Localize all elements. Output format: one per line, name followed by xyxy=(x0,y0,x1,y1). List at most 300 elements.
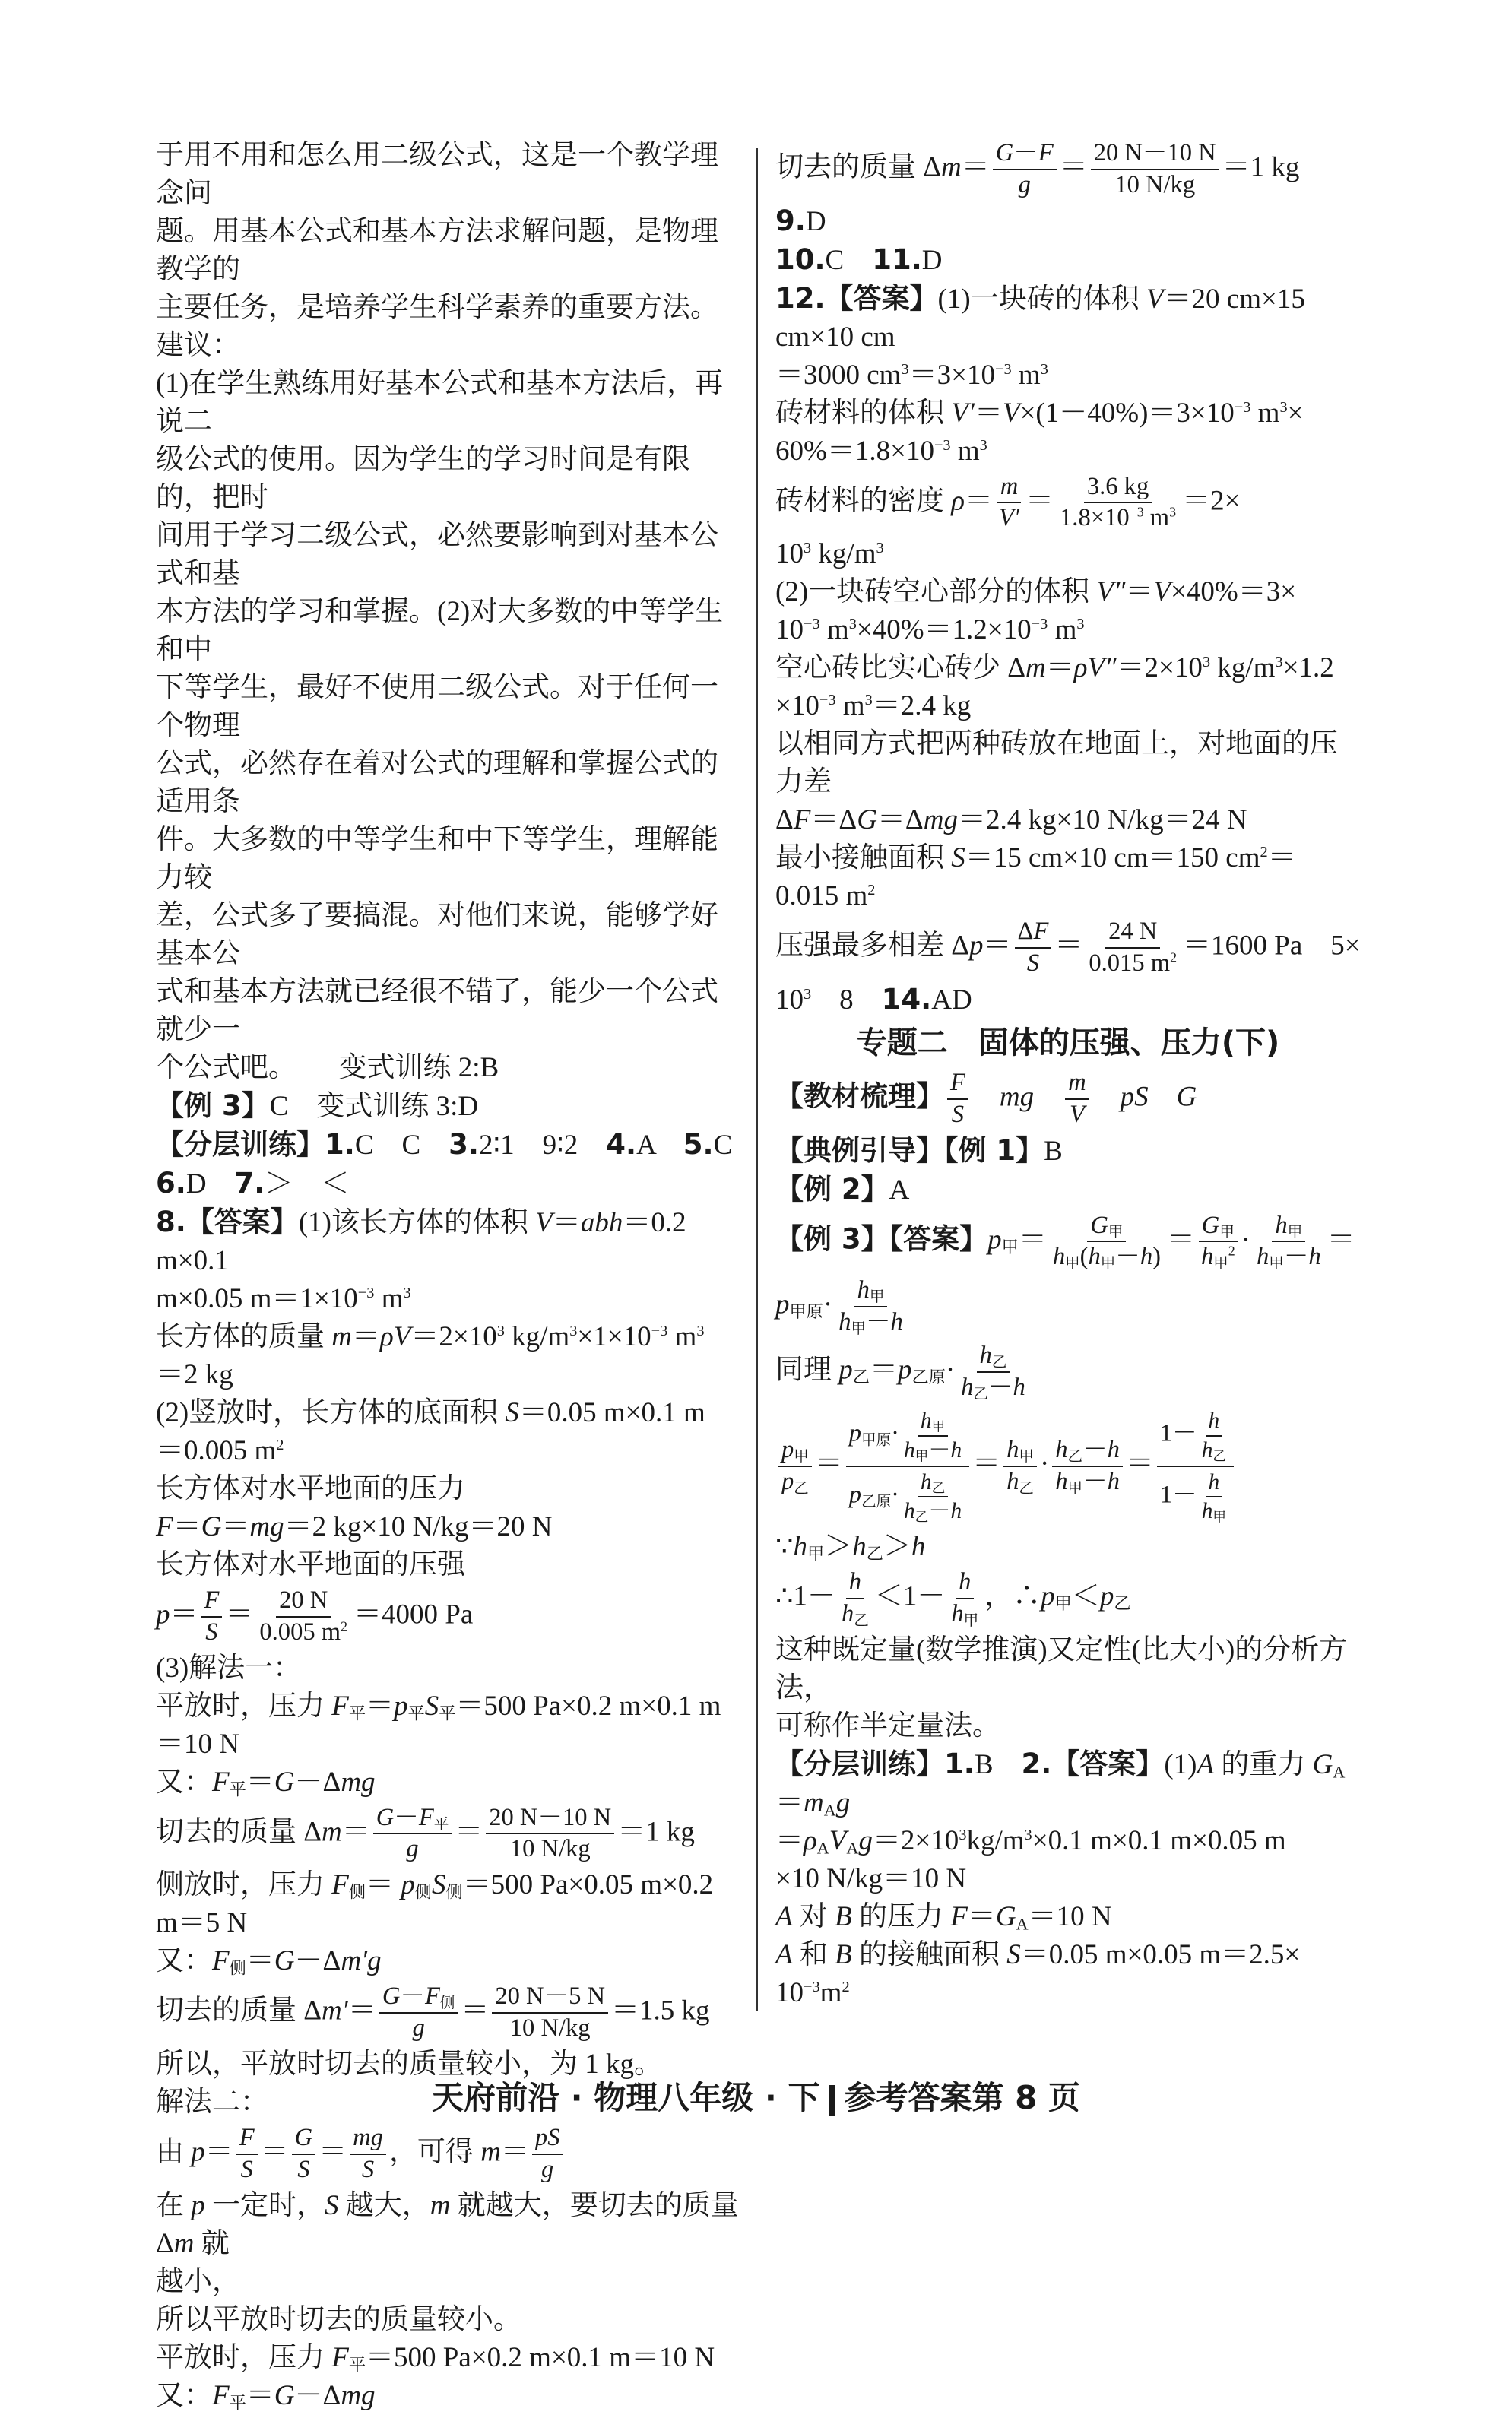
text-line xyxy=(156,2339,741,2377)
math-variable: G xyxy=(376,1803,395,1831)
math-variable: V′ xyxy=(999,504,1020,532)
fraction-numerator xyxy=(236,2125,258,2155)
text-run: D xyxy=(805,205,826,237)
text-line xyxy=(775,535,1361,573)
fraction xyxy=(1199,1409,1229,1462)
subscript: 平 xyxy=(439,1703,456,1723)
math-variable: S xyxy=(297,2155,310,2183)
text-run: ＝2 kg xyxy=(156,1359,233,1390)
text-run: (1)在学生熟练用好基本公式和基本方法后，再说二 xyxy=(156,368,724,437)
subscript: 甲 xyxy=(1019,1448,1034,1465)
superscript: −3 xyxy=(357,1284,375,1301)
subscript: 乙原 xyxy=(861,1494,892,1510)
math-variable: p xyxy=(969,930,984,962)
text-run: C xyxy=(825,244,873,276)
text-run: × xyxy=(1287,397,1304,429)
text-run: ＝2.4 kg xyxy=(872,690,972,722)
bold-label: 12.【答案】 xyxy=(775,281,938,315)
text-run: 就越大，要切去的质量 Δ xyxy=(156,2189,739,2259)
text-run: (2)一块砖空心部分的体积 xyxy=(775,576,1097,608)
fraction xyxy=(486,1805,614,1864)
fraction-numerator xyxy=(292,2125,316,2155)
text-run: ＝1 kg xyxy=(1222,151,1328,183)
text-run: kg/m xyxy=(811,538,876,570)
text-run: 一定时， xyxy=(204,2189,325,2221)
text-run: ＝15 cm×10 cm＝150 cm xyxy=(965,842,1260,874)
text-run: ×1×10 xyxy=(577,1321,651,1352)
math-variable: F xyxy=(950,1068,965,1096)
subscript: A xyxy=(846,1838,859,1858)
column-divider xyxy=(756,148,758,2011)
math-variable: h xyxy=(1006,1467,1019,1495)
math-variable: p xyxy=(987,1223,1002,1255)
text-line xyxy=(156,517,741,593)
page-footer xyxy=(0,2079,1512,2117)
text-run: ，可得 xyxy=(388,2136,481,2168)
text-run: · xyxy=(891,1481,899,1509)
math-variable: F xyxy=(418,1803,434,1831)
fraction-denominator xyxy=(1198,1242,1238,1271)
fraction xyxy=(256,1587,350,1646)
math-variable: G xyxy=(857,804,877,836)
text-run: ＝1 kg xyxy=(617,1815,695,1847)
math-variable: m xyxy=(322,1815,342,1847)
text-run: B xyxy=(1044,1135,1063,1167)
math-variable: mg xyxy=(341,2379,376,2411)
fraction-denominator xyxy=(409,2014,427,2043)
superscript: −3 xyxy=(804,1978,820,1995)
fraction-denominator xyxy=(256,1618,350,1646)
text-run: 越小， xyxy=(156,2265,240,2297)
text-line xyxy=(156,2187,741,2263)
text-run: ＝ xyxy=(1054,930,1083,962)
subscript: A xyxy=(823,1800,836,1820)
fraction xyxy=(1199,1470,1229,1523)
text-run: ，∴ xyxy=(984,1580,1041,1612)
superscript: 2 xyxy=(341,1618,348,1634)
fraction-denominator xyxy=(835,1307,906,1336)
text-line xyxy=(775,1745,1361,1822)
math-variable: F xyxy=(1038,139,1054,166)
math-variable: p xyxy=(191,2189,205,2221)
fraction-denominator xyxy=(202,1618,220,1646)
bold-label: 【分层训练】1. xyxy=(156,1128,355,1161)
text-line xyxy=(775,1404,1361,1528)
math-variable: F xyxy=(204,1586,220,1614)
text-run: 题。用基本公式和基本方法求解问题，是物理教学的 xyxy=(156,216,718,285)
subscript: 平 xyxy=(229,1780,246,1799)
subscript: 乙原 xyxy=(911,1367,946,1387)
text-line xyxy=(156,2046,741,2084)
math-variable: S xyxy=(505,1397,519,1428)
fraction xyxy=(1015,918,1052,978)
text-line xyxy=(156,1802,741,1867)
text-run: 10 N/kg xyxy=(509,2014,591,2043)
math-variable: g xyxy=(541,2155,554,2183)
text-run: 长方体对水平地面的压力 xyxy=(156,1473,465,1504)
text-line xyxy=(775,687,1361,725)
text-line xyxy=(775,1974,1361,2012)
math-variable: m xyxy=(941,151,962,183)
text-run: 又： xyxy=(156,2379,212,2411)
fraction-denominator xyxy=(996,503,1022,532)
fraction xyxy=(492,1983,608,2043)
text-run: ＝ xyxy=(351,1321,380,1352)
text-run: C xyxy=(713,1130,733,1161)
text-run: ＝ xyxy=(461,1995,490,2027)
text-run: ＝ xyxy=(1166,1223,1195,1255)
text-line xyxy=(775,801,1361,839)
text-run: 长方体的质量 xyxy=(156,1321,332,1352)
bold-label: 9. xyxy=(775,204,806,237)
fraction-numerator xyxy=(1065,1070,1089,1100)
text-run: D xyxy=(921,244,943,276)
superscript: 2 xyxy=(1260,844,1268,861)
math-variable: F xyxy=(331,1690,349,1722)
text-run: ＝ xyxy=(552,1207,581,1238)
math-variable: G xyxy=(274,2379,295,2411)
text-line xyxy=(775,1171,1361,1209)
text-run: 10 N/kg xyxy=(1114,170,1196,198)
text-run: 平放时，压力 xyxy=(156,2341,332,2373)
superscript: 3 xyxy=(864,692,873,709)
subscript: 平 xyxy=(407,1703,425,1723)
text-line xyxy=(156,1165,741,1203)
math-variable: F xyxy=(950,1900,968,1932)
text-run: (3)解法一： xyxy=(156,1652,302,1684)
text-run: 于用不用和怎么用二级公式，这是一个教学理念问 xyxy=(156,140,718,209)
fraction-numerator xyxy=(486,1805,614,1835)
math-variable: ρV xyxy=(379,1321,411,1352)
math-variable: F xyxy=(1033,918,1049,946)
text-line xyxy=(775,1066,1361,1132)
math-variable: h xyxy=(1200,1243,1214,1271)
text-run: 压强最多相差 Δ xyxy=(775,930,970,962)
text-line xyxy=(156,1087,741,1126)
bold-label: 3. xyxy=(449,1128,479,1161)
text-run: ＝ xyxy=(347,1995,376,2027)
math-variable: S xyxy=(361,2155,375,2183)
text-run: ＝ xyxy=(366,1869,401,1901)
fraction-numerator xyxy=(993,140,1057,170)
text-run: ＝ xyxy=(246,1945,274,1977)
text-run: ＝ xyxy=(1125,1448,1154,1480)
text-run: · xyxy=(945,1354,956,1386)
text-run: ＝500 Pa×0.2 m×0.1 m xyxy=(455,1690,721,1722)
text-run: 20 N－10 N xyxy=(1093,139,1216,166)
math-variable: p xyxy=(781,1436,794,1463)
superscript: 3 xyxy=(804,985,812,1003)
math-variable: m xyxy=(1025,652,1046,684)
math-variable: h xyxy=(1088,1243,1101,1271)
fraction xyxy=(993,140,1057,199)
subscript: 甲 xyxy=(931,1418,946,1434)
fraction xyxy=(958,1342,1029,1402)
math-variable: F xyxy=(212,1945,230,1977)
text-run: 和 xyxy=(792,1938,835,1970)
math-variable: p xyxy=(775,1288,790,1320)
math-variable: h xyxy=(852,1531,867,1563)
fraction-denominator xyxy=(1057,503,1179,532)
bold-label: 6. xyxy=(156,1167,186,1200)
bold-label: 5. xyxy=(683,1128,714,1161)
math-variable: F xyxy=(239,2123,255,2151)
superscript: −3 xyxy=(934,436,951,454)
subscript: 甲 xyxy=(1065,1256,1080,1272)
text-run: ×10 N/kg＝10 N xyxy=(775,1862,967,1894)
math-variable: h xyxy=(1107,1436,1120,1463)
text-run: ＞ xyxy=(883,1531,911,1563)
bold-label: 【例 3】 xyxy=(156,1089,270,1122)
math-variable: m xyxy=(1000,472,1019,500)
superscript: 3 xyxy=(1279,398,1288,416)
fraction-numerator xyxy=(1272,1212,1305,1243)
math-variable: p xyxy=(848,1481,862,1509)
text-line xyxy=(156,1980,741,2046)
text-run: 0.015 m xyxy=(775,880,868,912)
text-run: · xyxy=(891,1420,899,1448)
text-run: ＝ xyxy=(366,1690,395,1722)
math-variable: g xyxy=(1018,170,1031,198)
text-line xyxy=(156,1866,741,1904)
text-line xyxy=(775,1631,1361,1707)
text-run: 切去的质量 Δ xyxy=(156,1815,322,1847)
fraction xyxy=(292,2125,316,2184)
text-run: · xyxy=(1039,1448,1050,1480)
text-run: ＝ xyxy=(1327,1223,1355,1255)
text-run: －Δ xyxy=(294,2379,341,2411)
subscript: 甲 xyxy=(869,1289,885,1305)
text-run: A xyxy=(889,1174,910,1206)
bold-label: 【例 2】 xyxy=(775,1172,889,1206)
text-run: ＝ xyxy=(965,484,994,516)
text-run: kg/m xyxy=(1210,652,1276,684)
math-variable: mg xyxy=(353,2123,383,2151)
text-run: ＝2×10 xyxy=(1116,652,1203,684)
text-run xyxy=(1092,1081,1121,1112)
math-variable: ρ xyxy=(804,1824,817,1856)
math-variable: G xyxy=(1090,1211,1108,1239)
math-variable: S xyxy=(951,1100,965,1128)
text-run: ＝4000 Pa xyxy=(353,1599,474,1631)
superscript: 2 xyxy=(867,882,876,899)
math-variable: V xyxy=(829,1824,847,1856)
text-line xyxy=(775,877,1361,915)
superscript: 3 xyxy=(1024,1826,1032,1843)
text-run: 0.005 m xyxy=(259,1618,341,1646)
fraction-numerator xyxy=(1052,1437,1123,1467)
text-line xyxy=(775,395,1361,433)
text-run: 8 xyxy=(811,984,882,1016)
text-line xyxy=(775,649,1361,687)
text-run: D xyxy=(185,1168,235,1200)
text-run: 可称作半定量法。 xyxy=(775,1710,1000,1742)
math-variable: A xyxy=(775,1938,793,1970)
fraction xyxy=(1052,1437,1123,1496)
math-variable: h xyxy=(979,1341,992,1369)
text-line xyxy=(156,1942,741,1980)
text-line xyxy=(156,1203,741,1280)
math-variable: m′ xyxy=(322,1995,348,2027)
math-variable: h xyxy=(848,1568,862,1596)
bold-label: 【教材梳理】 xyxy=(775,1079,944,1113)
math-variable: A xyxy=(775,1900,793,1932)
text-run: ＞ ＜ xyxy=(265,1168,350,1200)
fraction-numerator xyxy=(1015,918,1052,949)
math-variable: V″ xyxy=(1096,576,1126,608)
fraction-denominator xyxy=(958,1373,1029,1402)
superscript: 3 xyxy=(804,540,812,557)
fraction-denominator xyxy=(1199,1497,1229,1523)
math-variable: h xyxy=(1006,1436,1019,1463)
fraction xyxy=(1050,1212,1164,1272)
fraction xyxy=(1198,1212,1238,1272)
text-run: ∵ xyxy=(775,1531,794,1563)
bold-label: 7. xyxy=(234,1167,265,1200)
math-variable: V xyxy=(535,1207,553,1238)
math-variable: S xyxy=(951,842,965,874)
text-run: AD xyxy=(931,984,972,1016)
math-variable: V xyxy=(1146,283,1164,315)
fraction-numerator xyxy=(1206,1409,1223,1436)
footer-page-label: 参考答案第 8 页 xyxy=(844,2079,1080,2116)
text-line xyxy=(156,1394,741,1432)
fraction-numerator xyxy=(350,2125,386,2155)
subscript: 侧 xyxy=(348,1882,366,1902)
fraction-numerator xyxy=(1105,918,1160,949)
subscript: 甲 xyxy=(914,1447,929,1463)
text-run: ＝ xyxy=(1267,842,1296,874)
math-variable: h xyxy=(1201,1499,1213,1524)
text-line xyxy=(156,1470,741,1508)
fraction-denominator xyxy=(1157,1467,1234,1525)
text-run: ＝ xyxy=(814,1448,843,1480)
subscript: 甲 xyxy=(963,1612,979,1629)
text-run: 60%＝1.8×10 xyxy=(775,435,934,467)
text-line xyxy=(775,1822,1361,1860)
text-run: 的压力 xyxy=(851,1900,951,1932)
text-run: B xyxy=(974,1748,1022,1780)
math-variable: h xyxy=(950,1437,962,1463)
fraction xyxy=(838,1569,872,1628)
subscript: 乙 xyxy=(991,1354,1007,1371)
fraction-denominator xyxy=(507,2014,594,2043)
text-run: 的接触面积 xyxy=(851,1938,1007,1970)
fraction xyxy=(1086,918,1180,978)
bold-label: 14. xyxy=(881,982,932,1016)
bold-label: 11. xyxy=(872,242,922,276)
text-run: ＝0.05 m×0.1 m xyxy=(518,1397,705,1428)
subscript: 甲 xyxy=(807,1544,825,1564)
text-run: 1.8×10 xyxy=(1060,504,1130,532)
superscript: 3 xyxy=(1202,654,1211,671)
subscript: 乙 xyxy=(973,1386,988,1402)
text-line xyxy=(775,1132,1361,1171)
fraction xyxy=(1091,140,1219,199)
text-run: ＝ xyxy=(967,1900,996,1932)
math-variable: S xyxy=(240,2155,253,2183)
text-line xyxy=(156,2122,741,2187)
text-run: ＝Δ xyxy=(876,804,924,836)
fraction-denominator xyxy=(1052,1467,1123,1496)
fraction xyxy=(948,1569,981,1628)
math-variable: h xyxy=(950,1499,962,1524)
math-variable: ρV″ xyxy=(1073,652,1117,684)
fraction-numerator xyxy=(846,1407,969,1466)
fraction xyxy=(532,2125,563,2184)
math-variable: F xyxy=(156,1511,173,1542)
fraction-numerator xyxy=(532,2125,563,2155)
fraction-denominator xyxy=(1050,1242,1164,1271)
text-run: － xyxy=(1082,1436,1108,1463)
text-run: ＜ xyxy=(1071,1580,1100,1612)
text-run: 20 N xyxy=(279,1586,328,1614)
fraction-denominator xyxy=(1111,170,1198,199)
subscript: 平 xyxy=(433,1816,449,1833)
text-run: kg/m xyxy=(966,1824,1025,1856)
text-run: 20 N－10 N xyxy=(489,1803,612,1831)
math-variable: pS xyxy=(534,2123,560,2151)
subscript: 侧 xyxy=(445,1882,463,1902)
math-variable: p xyxy=(838,1354,853,1386)
text-run: ＝1600 Pa 5× xyxy=(1183,930,1361,962)
text-run: － xyxy=(1283,1243,1309,1271)
subscript: 乙 xyxy=(852,1367,870,1387)
text-line xyxy=(156,1584,741,1650)
fraction xyxy=(901,1409,965,1462)
text-run: － xyxy=(1082,1467,1108,1495)
text-run: 公式，必然存在着对公式的理解和掌握公式的适用条 xyxy=(156,748,718,817)
text-line xyxy=(156,1356,741,1394)
math-variable: p xyxy=(401,1869,415,1901)
text-run: m xyxy=(819,614,849,646)
math-variable: h xyxy=(1308,1243,1321,1271)
text-run: 所以平放时切去的质量较小。 xyxy=(156,2303,521,2335)
text-line xyxy=(775,573,1361,611)
math-variable: ρ xyxy=(951,484,965,516)
text-run: － xyxy=(928,1437,951,1463)
text-line xyxy=(775,1274,1361,1339)
fraction-numerator xyxy=(201,1587,223,1618)
fraction xyxy=(996,474,1022,533)
subscript: 甲 xyxy=(1219,1224,1235,1241)
text-run: m xyxy=(1048,614,1077,646)
math-variable: m xyxy=(173,2227,195,2259)
text-run: 式和基本方法就已经很不错了，能少一个公式就少一 xyxy=(156,976,718,1045)
text-run: m xyxy=(950,435,980,467)
math-variable: G xyxy=(995,139,1014,166)
text-run: ＝2× xyxy=(1182,484,1241,516)
math-variable: p xyxy=(191,2136,205,2168)
text-run: 10 xyxy=(775,984,804,1016)
text-run: －Δ xyxy=(294,1766,341,1798)
bold-label: 2.【答案】 xyxy=(1021,1747,1165,1780)
math-variable: G xyxy=(382,1982,401,2011)
math-variable: h xyxy=(961,1373,974,1401)
subscript: 平 xyxy=(348,1703,366,1723)
text-run: 个公式吧。 变式训练 2:B xyxy=(156,1052,499,1083)
text-line xyxy=(156,1432,741,1470)
text-line xyxy=(775,241,1361,280)
superscript: 2 xyxy=(1228,1243,1235,1259)
math-variable: F xyxy=(793,804,811,836)
text-run: ＝0.05 m×0.05 m＝2.5× xyxy=(1020,1938,1301,1970)
math-variable: g xyxy=(412,2014,425,2043)
text-run: 24 N xyxy=(1108,918,1158,946)
text-run: 间用于学习二级公式，必然要影响到对基本公式和基 xyxy=(156,520,718,589)
text-run: Δ xyxy=(1017,918,1034,946)
subscript: 甲 xyxy=(1100,1256,1116,1272)
